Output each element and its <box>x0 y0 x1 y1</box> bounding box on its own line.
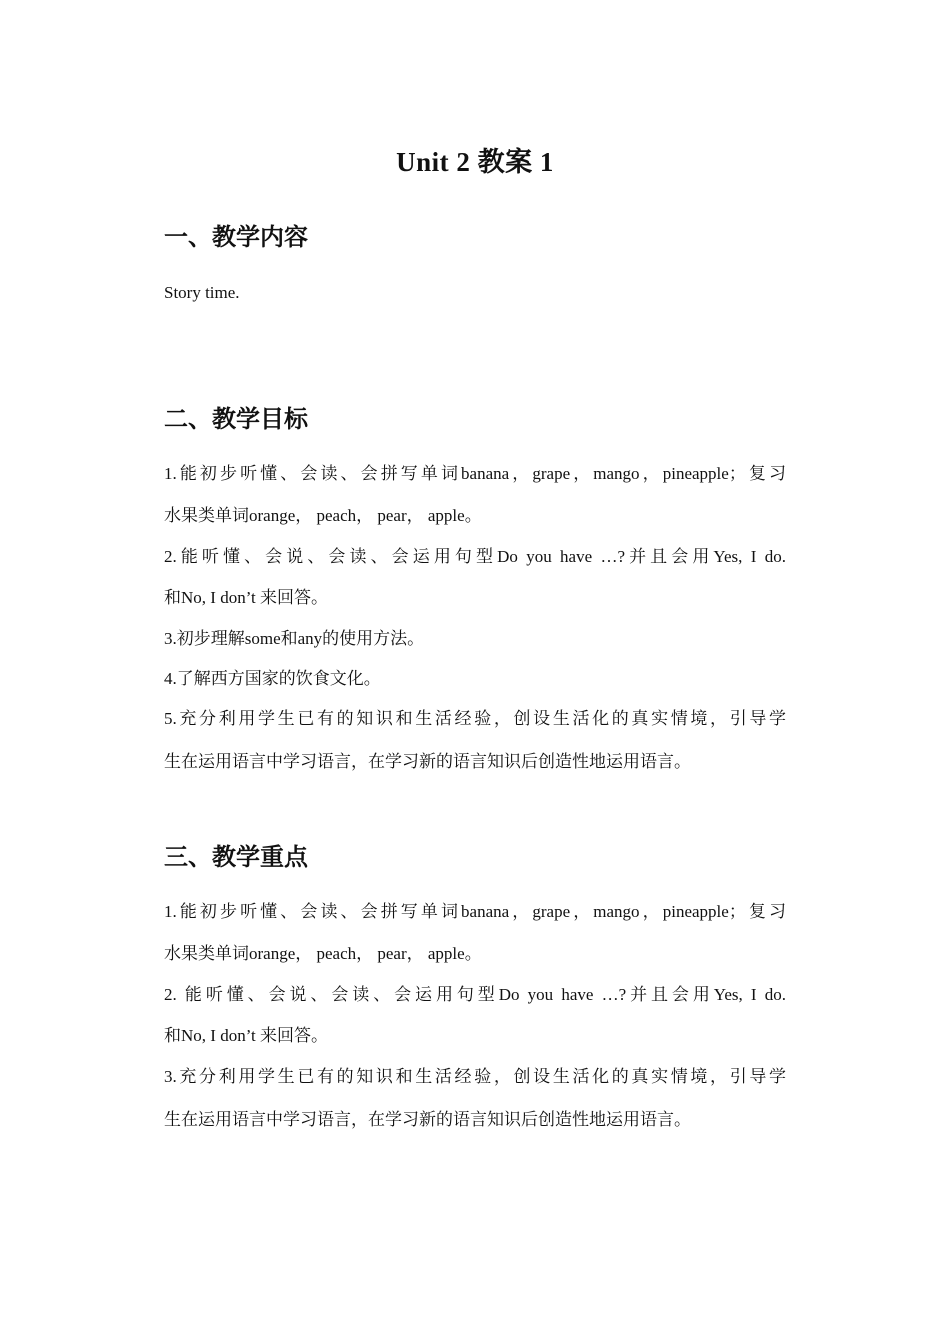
key-point-line: 1.能初步听懂、会读、会拼写单词banana，grape，mango，pineapple；复习 <box>164 902 786 921</box>
key-point-line: 水果类单词orange， peach， pear， apple。 <box>164 944 482 963</box>
objective-line: 4.了解西方国家的饮食文化。 <box>164 669 381 688</box>
objective-line: 和No, I don’t 来回答。 <box>164 588 329 607</box>
section-heading-objectives: 二、教学目标 <box>164 405 308 433</box>
key-point-line: 3.充分利用学生已有的知识和生活经验，创设生活化的真实情境，引导学 <box>164 1067 786 1086</box>
key-point-line: 2. 能听懂、会说、会读、会运用句型Do you have …?并且会用Yes, I do. <box>164 985 786 1004</box>
objective-line: 1.能初步听懂、会读、会拼写单词banana，grape，mango，pineapple；复习 <box>164 464 786 483</box>
objective-line: 2.能听懂、会说、会读、会运用句型Do you have …?并且会用Yes, I do. <box>164 547 786 566</box>
objective-line: 3.初步理解some和any的使用方法。 <box>164 629 425 648</box>
objective-line: 5.充分利用学生已有的知识和生活经验，创设生活化的真实情境，引导学 <box>164 709 786 728</box>
section-heading-key-points: 三、教学重点 <box>164 843 308 871</box>
key-point-line: 和No, I don’t 来回答。 <box>164 1026 329 1045</box>
objective-line: 生在运用语言中学习语言，在学习新的语言知识后创造性地运用语言。 <box>164 752 691 771</box>
document-title: Unit 2 教案 1 <box>396 147 554 177</box>
section-heading-content: 一、教学内容 <box>164 223 308 251</box>
key-point-line: 生在运用语言中学习语言，在学习新的语言知识后创造性地运用语言。 <box>164 1110 691 1129</box>
section-content-line: Story time. <box>164 283 240 302</box>
objective-line: 水果类单词orange， peach， pear， apple。 <box>164 506 482 525</box>
